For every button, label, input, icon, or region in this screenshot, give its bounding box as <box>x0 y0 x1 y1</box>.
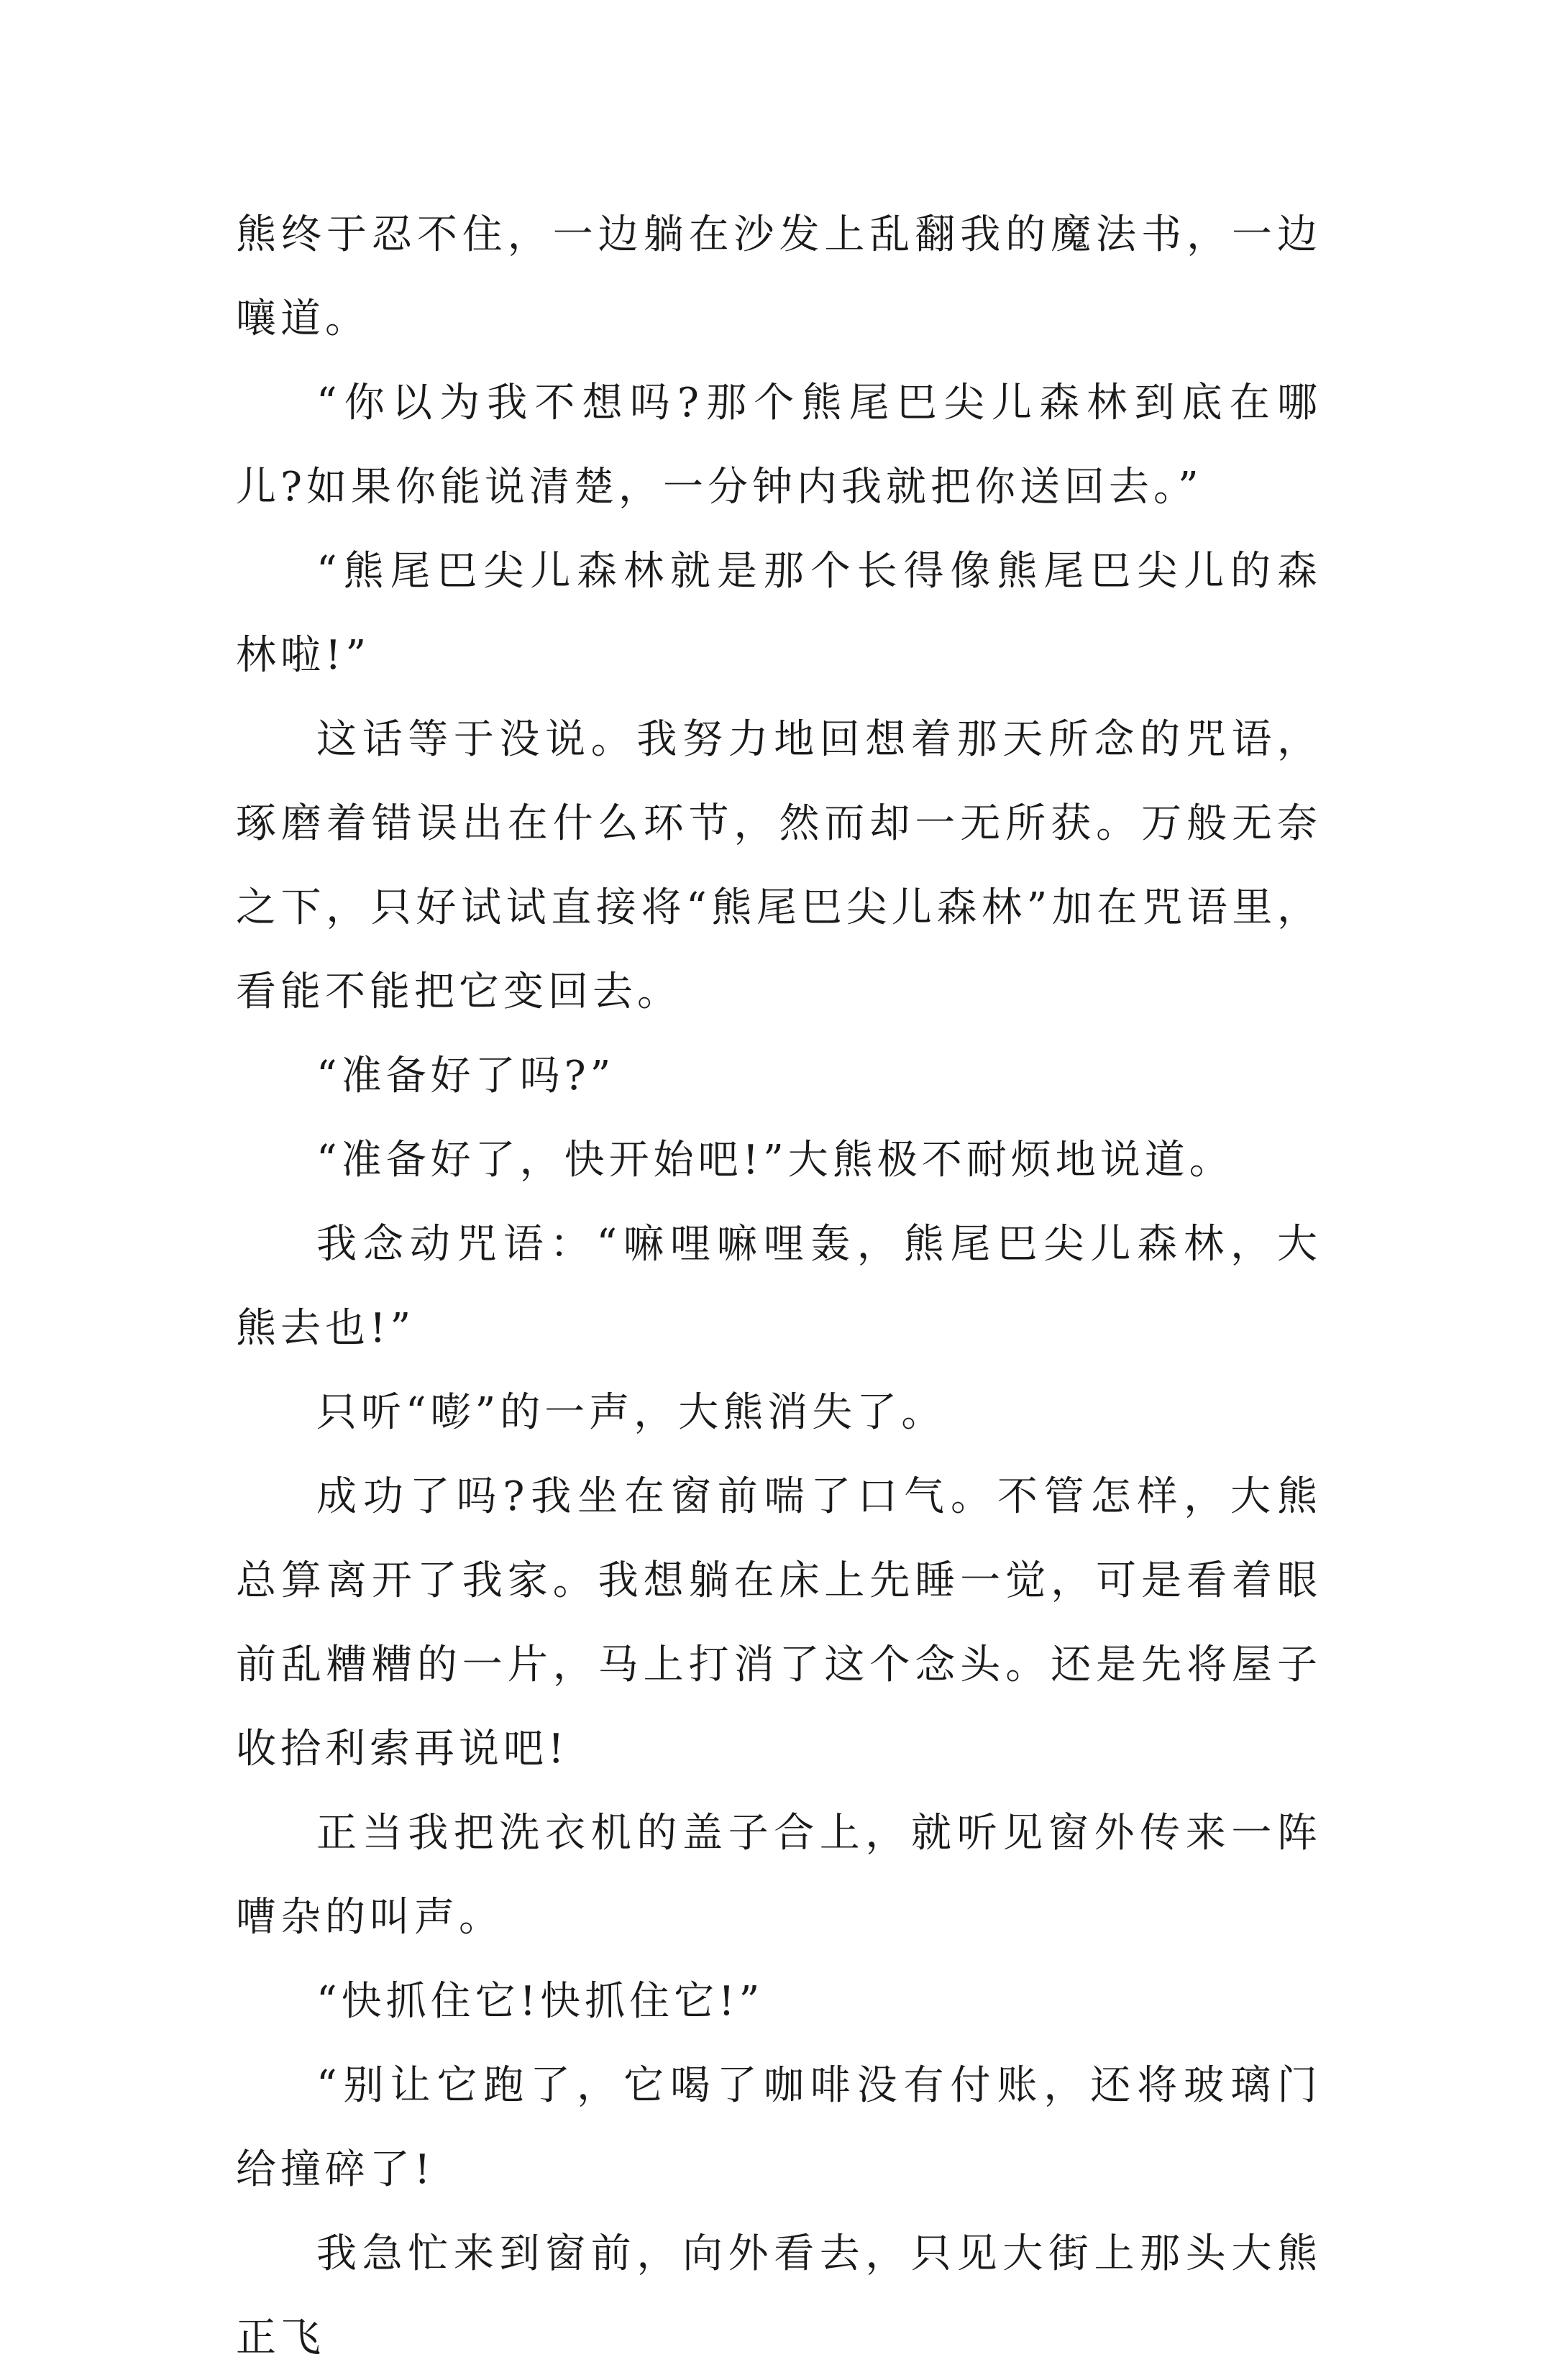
paragraph-9: 成功了吗?我坐在窗前喘了口气。不管怎样，大熊总算离开了我家。我想躺在床上先睡一觉，可是看着眼前乱糟糟的一片，马上打消了这个念头。还是先将屋子收拾利索再说吧! <box>236 1473 1322 1772</box>
paragraph-10: 正当我把洗衣机的盖子合上，就听见窗外传来一阵嘈杂的叫声。 <box>236 1810 1322 1941</box>
paragraph-4: 这话等于没说。我努力地回想着那天所念的咒语，琢磨着错误出在什么环节，然而却一无所获。万般无奈之下，只好试试直接将“熊尾巴尖儿森林”加在咒语里，看能不能把它变回去。 <box>236 716 1322 1015</box>
paragraph-11: “快抓住它!快抓住它!” <box>316 1978 764 2025</box>
paragraph-1: 熊终于忍不住，一边躺在沙发上乱翻我的魔法书，一边嚷道。 <box>236 211 1322 342</box>
body-text <box>236 193 1322 2380</box>
paragraph-6: “准备好了，快开始吧!”大熊极不耐烦地说道。 <box>316 1137 1234 1184</box>
paragraph-2: “你以为我不想吗?那个熊尾巴尖儿森林到底在哪儿?如果你能说清楚，一分钟内我就把你送回去。” <box>236 380 1322 511</box>
paragraph-7: 我念动咒语：“嘛哩嘛哩轰，熊尾巴尖儿森林，大熊去也!” <box>236 1221 1322 1352</box>
paragraph-5: “准备好了吗?” <box>316 1053 616 1099</box>
paragraph-13: 我急忙来到窗前，向外看去，只见大街上那头大熊正飞 <box>236 2230 1322 2361</box>
paragraph-3: “熊尾巴尖儿森林就是那个长得像熊尾巴尖儿的森林啦!” <box>236 548 1322 679</box>
paragraph-12: “别让它跑了，它喝了咖啡没有付账，还将玻璃门给撞碎了! <box>236 2062 1322 2193</box>
paragraph-8: 只听“嘭”的一声，大熊消失了。 <box>316 1389 946 1436</box>
